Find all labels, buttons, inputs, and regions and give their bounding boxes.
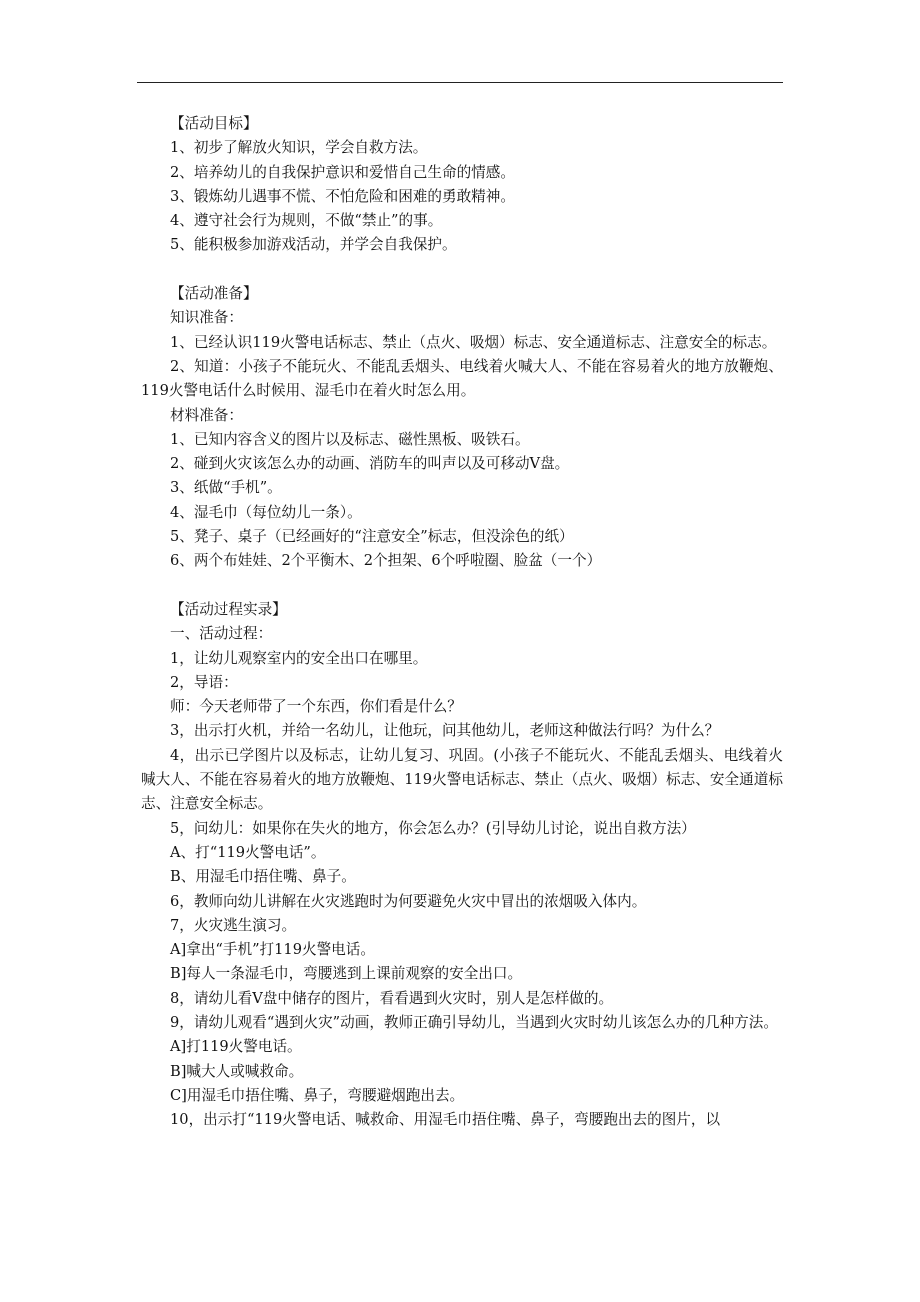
process-line: 3，出示打火机，并给一名幼儿，让他玩，问其他幼儿，老师这种做法行吗？为什么？: [170, 722, 720, 740]
header-rule: [137, 82, 783, 83]
process-line: 10，出示打“119火警电话、喊救命、用湿毛巾捂住嘴、鼻子，弯腰跑出去的图片，以: [170, 1111, 721, 1129]
goal-item: 4、遵守社会行为规则，不做“禁止”的事。: [170, 212, 443, 230]
process-line: 5，问幼儿：如果你在失火的地方，你会怎么办？(引导幼儿讨论，说出自救方法）: [170, 819, 696, 837]
process-line: C]用湿毛巾捂住嘴、鼻子，弯腰避烟跑出去。: [170, 1086, 465, 1104]
material-item: 3、纸做“手机”。: [170, 479, 282, 497]
goal-item: 1、初步了解放火知识，学会自救方法。: [170, 139, 428, 157]
process-line: 7，火灾逃生演习。: [170, 916, 297, 934]
knowledge-item: 2、知道：小孩子不能玩火、不能乱丢烟头、电线着火喊大人、不能在容易着火的地方放鞭炮、119火警电话什么时候用、湿毛巾在着火时怎么用。: [141, 357, 783, 400]
process-line: 6，教师向幼儿讲解在火灾逃跑时为何要避免火灾中冒出的浓烟吸入体内。: [170, 892, 647, 910]
process-line: B、用湿毛巾捂住嘴、鼻子。: [170, 868, 356, 886]
process-line: A]拿出“手机”打119火警电话。: [170, 941, 375, 959]
section-heading: 【活动目标】: [170, 115, 258, 132]
section-goals: [141, 112, 783, 258]
section-process: [141, 598, 783, 1133]
material-item: 4、湿毛巾（每位幼儿一条）。: [170, 503, 362, 521]
material-item: 6、两个布娃娃、2个平衡木、2个担架、6个呼啦圈、脸盆（一个）: [170, 552, 602, 570]
process-line: 师：今天老师带了一个东西，你们看是什么？: [170, 698, 462, 716]
section-preparation: [141, 282, 783, 574]
process-line: 1，让幼儿观察室内的安全出口在哪里。: [170, 649, 428, 667]
material-item: 5、凳子、桌子（已经画好的“注意安全”标志，但没涂色的纸）: [170, 528, 574, 546]
process-line: A、打“119火警电话”。: [170, 843, 326, 861]
process-line: A]打119火警电话。: [170, 1038, 302, 1056]
section-spacer: [141, 574, 783, 598]
process-line: 9，请幼儿观看“遇到火灾”动画，教师正确引导幼儿，当遇到火灾时幼儿该怎么办的几种方法。: [170, 1013, 778, 1031]
process-line: 4，出示已学图片以及标志，让幼儿复习、巩固。(小孩子不能玩火、不能乱丢烟头、电线着火喊大人、不能在容易着火的地方放鞭炮、119火警电话标志、禁止（点火、吸烟）标志、安全通道标志、注意安全标志。: [141, 746, 783, 813]
subheading-materials: 材料准备：: [170, 406, 243, 424]
process-line: 2，导语：: [170, 673, 238, 691]
section-heading: 【活动过程实录】: [170, 600, 287, 618]
subheading-process: 一、活动过程：: [170, 625, 273, 643]
goal-item: 3、锻炼幼儿遇事不慌、不怕危险和困难的勇敢精神。: [170, 187, 515, 205]
goal-item: 5、能积极参加游戏活动，并学会自我保护。: [170, 236, 457, 254]
material-item: 2、碰到火灾该怎么办的动画、消防车的叫声以及可移动V盘。: [170, 455, 570, 473]
goal-item: 2、培养幼儿的自我保护意识和爱惜自己生命的情感。: [170, 163, 515, 181]
process-line: 8，请幼儿看V盘中储存的图片，看看遇到火灾时，别人是怎样做的。: [170, 989, 614, 1007]
section-heading: 【活动准备】: [170, 285, 258, 303]
process-line: B]每人一条湿毛巾，弯腰逃到上课前观察的安全出口。: [170, 965, 523, 983]
section-spacer: [141, 258, 783, 282]
document-body: [141, 112, 783, 1132]
process-line: B]喊大人或喊救命。: [170, 1062, 304, 1080]
material-item: 1、已知内容含义的图片以及标志、磁性黑板、吸铁石。: [170, 430, 530, 448]
subheading-knowledge: 知识准备：: [170, 309, 243, 327]
knowledge-item: 1、已经认识119火警电话标志、禁止（点火、吸烟）标志、安全通道标志、注意安全的标志。: [170, 333, 777, 351]
